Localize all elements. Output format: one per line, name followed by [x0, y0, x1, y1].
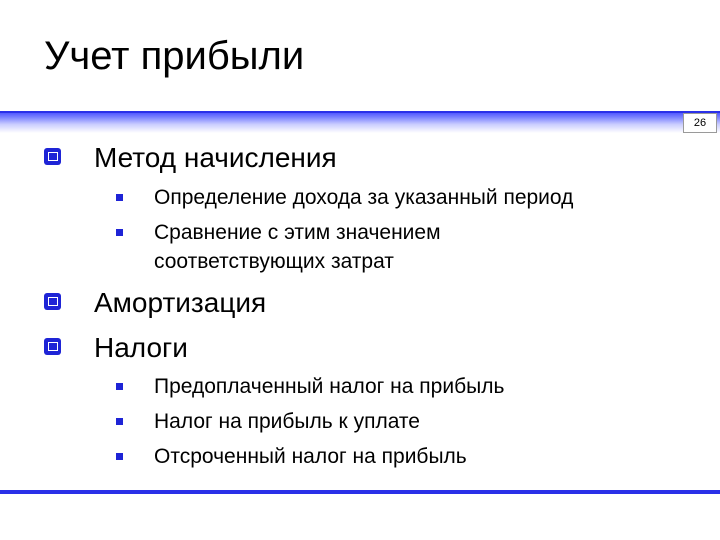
- sub-bullet-label: Налог на прибыль к уплате: [154, 410, 420, 433]
- bullet-label: Амортизация: [94, 287, 267, 318]
- title-gradient-band: [0, 111, 720, 133]
- bullet-label: Налоги: [94, 332, 188, 363]
- filled-square-bullet-icon: [116, 418, 123, 425]
- filled-square-bullet-icon: [116, 383, 123, 390]
- sub-bullet-label: Отсроченный налог на прибыль: [154, 445, 467, 468]
- sub-bullet-label: Определение дохода за указанный период: [154, 186, 574, 209]
- filled-square-bullet-icon: [116, 229, 123, 236]
- hollow-square-bullet-icon: [44, 293, 61, 310]
- sub-bullet-label: Предоплаченный налог на прибыль: [154, 375, 505, 398]
- hollow-square-bullet-icon: [44, 338, 61, 355]
- bullet-label: Метод начисления: [94, 142, 337, 173]
- filled-square-bullet-icon: [116, 453, 123, 460]
- page-number: 26: [683, 113, 717, 133]
- title-band-rule: [0, 111, 720, 113]
- sub-bullet-label-continuation: соответствующих затрат: [154, 250, 394, 273]
- slide-title: Учет прибыли: [44, 34, 305, 78]
- bottom-rule: [0, 490, 720, 494]
- hollow-square-bullet-icon: [44, 148, 61, 165]
- sub-bullet-label: Сравнение с этим значением: [154, 221, 441, 244]
- filled-square-bullet-icon: [116, 194, 123, 201]
